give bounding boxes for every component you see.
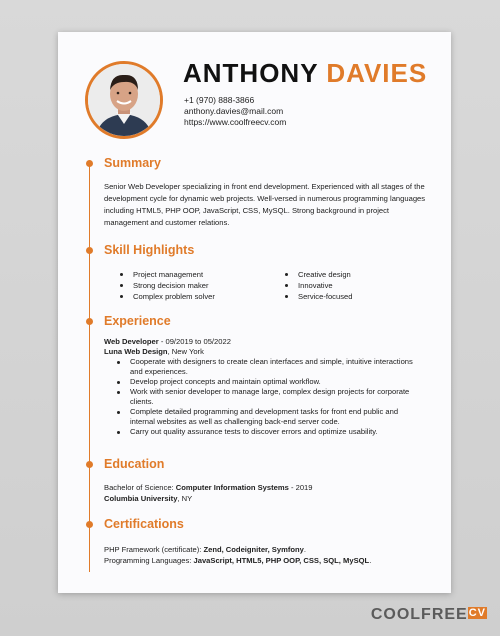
contact-info bbox=[184, 95, 286, 128]
section-title-education: Education bbox=[104, 457, 165, 471]
degree-line bbox=[104, 482, 434, 493]
brand-cv-badge: CV bbox=[468, 607, 486, 619]
section-title-summary: Summary bbox=[104, 156, 161, 170]
certification-value: JavaScript, HTML5, PHP OOP, CSS, SQL, MySQL bbox=[193, 556, 370, 565]
school-line bbox=[104, 493, 434, 504]
experience-bullet: Carry out quality assurance tests to discover errors and optimize usability. bbox=[117, 427, 424, 437]
section-title-certifications: Certifications bbox=[104, 517, 184, 531]
degree-field: Computer Information Systems bbox=[175, 483, 289, 492]
brand-text: COOLFREE bbox=[370, 606, 468, 623]
certification-suffix: . bbox=[369, 556, 372, 565]
degree-year: - 2019 bbox=[288, 483, 313, 492]
resume-name bbox=[183, 58, 427, 89]
timeline-dot-education bbox=[86, 461, 93, 468]
company-name: Luna Web Design bbox=[104, 347, 168, 356]
job-title-line bbox=[104, 337, 424, 347]
experience-bullet: Develop project concepts and maintain optimal workflow. bbox=[117, 377, 424, 387]
email: anthony.davies@mail.com bbox=[184, 106, 284, 116]
skill-item: Complex problem solver bbox=[120, 291, 215, 302]
degree-prefix: Bachelor of Science: bbox=[104, 483, 176, 492]
certification-label: Programming Languages: bbox=[104, 556, 194, 565]
school-location: , NY bbox=[177, 494, 193, 503]
company-line bbox=[104, 347, 424, 357]
timeline-dot-summary bbox=[86, 160, 93, 167]
section-title-skills: Skill Highlights bbox=[104, 243, 195, 257]
last-name: DAVIES bbox=[326, 58, 428, 88]
job-dates: - 09/2019 to 05/2022 bbox=[158, 337, 231, 346]
profile-photo bbox=[85, 61, 163, 139]
phone: +1 (970) 888-3866 bbox=[184, 95, 255, 105]
skill-item: Service-focused bbox=[285, 291, 352, 302]
timeline-dot-certifications bbox=[86, 521, 93, 528]
company-location: , New York bbox=[167, 347, 204, 356]
skill-item: Strong decision maker bbox=[120, 280, 215, 291]
education-entry bbox=[104, 482, 434, 504]
timeline-line bbox=[89, 162, 90, 572]
timeline-dot-experience bbox=[86, 318, 93, 325]
certification-line bbox=[104, 555, 434, 566]
summary-text: Senior Web Developer specializing in front end development. Experienced with all stages of the development cycle for dynamic web projects. Well-versed in numerous programming languages including HTML5, PHP OOP, JavaScript, CSS, MySQL. Strong background in project management and customer relations. bbox=[104, 182, 426, 227]
skill-item: Project management bbox=[120, 269, 215, 280]
school-name: Columbia University bbox=[104, 494, 178, 503]
certification-value: Zend, Codeigniter, Symfony bbox=[203, 545, 304, 554]
certification-line bbox=[104, 544, 434, 555]
resume-page bbox=[58, 32, 451, 593]
experience-bullet: Work with senior developer to manage large, complex design projects for corporate clients. bbox=[117, 387, 424, 407]
experience-entry bbox=[104, 337, 424, 437]
website: https://www.coolfreecv.com bbox=[184, 117, 287, 127]
first-name: ANTHONY bbox=[183, 58, 319, 88]
timeline-dot-skills bbox=[86, 247, 93, 254]
job-role: Web Developer bbox=[104, 337, 159, 346]
skill-item: Creative design bbox=[285, 269, 352, 280]
brand-logo bbox=[371, 606, 487, 624]
experience-bullet: Complete detailed programming and development tasks for front end public and internal websites as well as challenging back-end server code. bbox=[117, 407, 424, 427]
section-title-experience: Experience bbox=[104, 314, 171, 328]
certification-label: PHP Framework (certificate): bbox=[104, 545, 204, 554]
certification-suffix: . bbox=[303, 545, 306, 554]
experience-bullet: Cooperate with designers to create clean interfaces and simple, intuitive interactions and experiences. bbox=[117, 357, 424, 377]
skill-item: Innovative bbox=[285, 280, 352, 291]
certifications-entry bbox=[104, 544, 434, 566]
